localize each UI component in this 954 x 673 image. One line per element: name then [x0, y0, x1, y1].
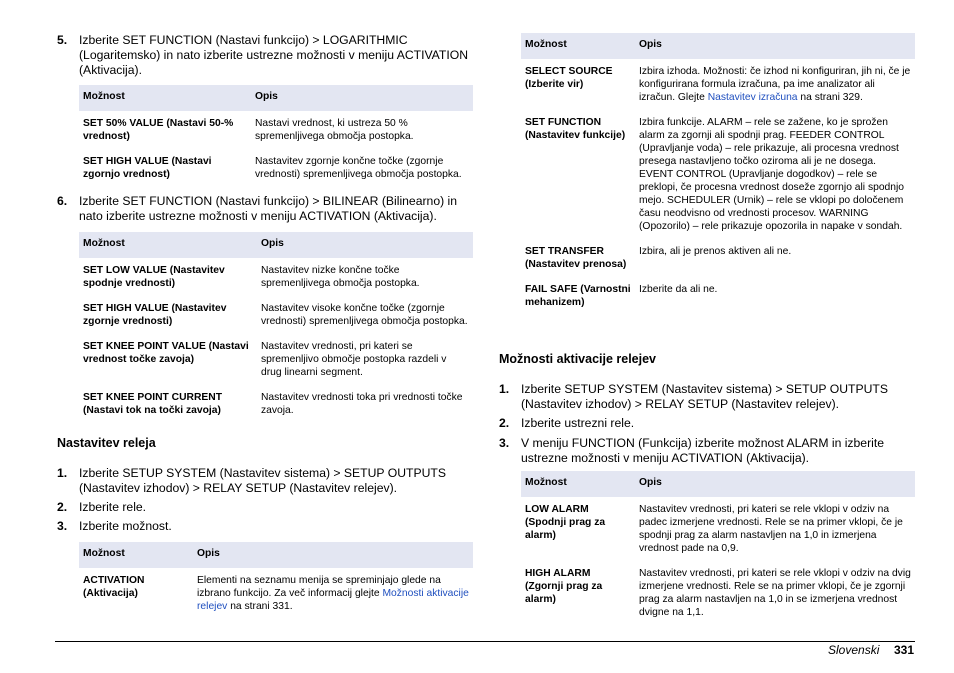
- step-number: 1.: [499, 382, 510, 396]
- option-description: [635, 59, 915, 110]
- footer-divider: [55, 641, 915, 642]
- table-row: [79, 111, 473, 149]
- step-number: 1.: [57, 466, 68, 480]
- table-row: [521, 239, 915, 277]
- description-text: Izbira izhoda. Možnosti: če izhod ni konfiguriran, jih ni, če je konfigurirana formula izračuna, pa ime analizator ali izračun. Glejte: [639, 66, 911, 103]
- option-name: HIGH ALARM (Zgornji prag za alarm): [525, 568, 603, 605]
- table-row: [79, 258, 473, 296]
- column-header-description: Opis: [635, 33, 915, 59]
- description-text: na strani 331.: [227, 601, 293, 612]
- step-number: 5.: [57, 33, 68, 47]
- option-name: SET 50% VALUE (Nastavi 50-% vrednost): [83, 118, 234, 142]
- table-row: [79, 296, 473, 334]
- option-name: ACTIVATION (Aktivacija): [83, 575, 145, 599]
- option-description: Nastavitev vrednosti, pri kateri se rele vklopi v odziv na padec izmerjene vrednosti. Rele se na primer vklopi, če je spodnji prag za alarm nastavljen na 1,0 in izmerjena vrednost pade na 0,9.: [639, 504, 903, 554]
- option-name: SET LOW VALUE (Nastavitev spodnje vrednosti): [83, 265, 225, 289]
- table-row: [521, 561, 915, 625]
- option-description: Nastavitev zgornje končne točke (zgornje vrednosti) spremenljivega območja postopka.: [255, 156, 462, 180]
- column-header-option: Možnost: [79, 85, 251, 111]
- option-name: SET KNEE POINT CURRENT (Nastavi tok na točki zavoja): [83, 392, 223, 416]
- step-number: 3.: [57, 519, 68, 533]
- table-row: [521, 497, 915, 561]
- table-row: [521, 59, 915, 110]
- option-description: Nastavi vrednost, ki ustreza 50 % spremenljivega območja postopka.: [255, 118, 414, 142]
- option-description: [193, 568, 473, 619]
- step-number: 2.: [499, 416, 510, 430]
- step-text: Izberite SET FUNCTION (Nastavi funkcijo) > BILINEAR (Bilinearno) in nato izberite ustrezne možnosti v meniju ACTIVATION (Aktivacija).: [79, 194, 458, 223]
- step-text: Izberite ustrezni rele.: [521, 416, 635, 430]
- option-description: Nastavitev vrednosti toka pri vrednosti točke zavoja.: [261, 392, 463, 416]
- option-description: Nastavitev vrednosti, pri kateri se rele vklopi v odziv na dvig izmerjene vrednosti. Rele se na primer vklopi, če je zgornji prag za alarm nastavljen na 1,0 in se izmerjena vrednost dvigne na 1,1.: [639, 568, 911, 618]
- table-row: [521, 277, 915, 315]
- column-header-description: Opis: [193, 542, 473, 568]
- option-name: SET HIGH VALUE (Nastavi zgornjo vrednost): [83, 156, 212, 180]
- column-header-option: Možnost: [521, 471, 635, 497]
- step-number: 3.: [499, 436, 510, 450]
- logarithmic-options-table: [79, 85, 473, 187]
- step-text: Izberite rele.: [79, 500, 147, 514]
- step-text: V meniju FUNCTION (Funkcija) izberite možnost ALARM in izberite ustrezne možnosti v meniju ACTIVATION (Aktivacija).: [521, 436, 885, 465]
- step-text: Izberite SETUP SYSTEM (Nastavitev sistema) > SETUP OUTPUTS (Nastavitev izhodov) > RELAY SETUP (Nastavitev relejev).: [521, 382, 888, 411]
- activation-options-link[interactable]: Možnosti aktivacije relejev: [197, 588, 469, 612]
- step-number: 2.: [57, 500, 68, 514]
- column-header-description: Opis: [257, 232, 473, 258]
- table-row: [521, 110, 915, 239]
- bilinear-options-table: [79, 232, 473, 423]
- table-row: [79, 568, 473, 619]
- column-header-option: Možnost: [79, 542, 193, 568]
- option-name: FAIL SAFE (Varnostni mehanizem): [525, 284, 631, 308]
- step-text: Izberite možnost.: [79, 519, 172, 533]
- step-number: 6.: [57, 194, 68, 208]
- option-description: Izbira funkcije. ALARM – rele se zažene, ko je sprožen alarm za zgornji ali spodnji prag. FEEDER CONTROL (Upravljanje voda) – rele prikazuje, ali procesna vrednost presega nastavljeno točko oziroma ali je ne dosega. EVENT CONTROL (Upravljanje dogodkov) – rele se preklopi, če procesna vrednost doseže zgornjo ali spodnjo mejo. SCHEDULER (Urnik) – rele se vklopi po določenem času neodvisno od vrednosti procesov. WARNING (Opozorilo) – rele prikazuje opozorila in napake v sondah.: [639, 117, 905, 232]
- section-heading-relay-setup: Nastavitev releja: [57, 436, 156, 450]
- table-row: [79, 334, 473, 385]
- option-description: Izbira, ali je prenos aktiven ali ne.: [639, 246, 792, 257]
- alarm-options-table: [521, 471, 915, 625]
- option-description: Nastavitev nizke končne točke spremenljivega območja postopka.: [261, 265, 420, 289]
- option-description: Nastavitev vrednosti, pri kateri se spremenljivo območje postopka razdeli v drug linearni segment.: [261, 341, 447, 378]
- section-heading-activation-options: Možnosti aktivacije relejev: [499, 352, 657, 366]
- column-header-option: Možnost: [79, 232, 257, 258]
- page-number: 331: [894, 643, 915, 657]
- column-header-description: Opis: [635, 471, 915, 497]
- footer-language: Slovenski: [828, 643, 880, 657]
- option-name: LOW ALARM (Spodnji prag za alarm): [525, 504, 606, 541]
- table-row: [79, 385, 473, 423]
- step-text: Izberite SETUP SYSTEM (Nastavitev sistema) > SETUP OUTPUTS (Nastavitev izhodov) > RELAY SETUP (Nastavitev relejev).: [79, 466, 446, 495]
- option-name: SET KNEE POINT VALUE (Nastavi vrednost točke zavoja): [83, 341, 249, 365]
- option-name: SELECT SOURCE (Izberite vir): [525, 66, 613, 90]
- option-name: SET TRANSFER (Nastavitev prenosa): [525, 246, 627, 270]
- relay-settings-table: [521, 33, 915, 315]
- option-name: SET HIGH VALUE (Nastavitev zgornje vrednosti): [83, 303, 227, 327]
- calculation-setup-link[interactable]: Nastavitev izračuna: [707, 92, 798, 103]
- column-header-description: Opis: [251, 85, 473, 111]
- description-text: Elementi na seznamu menija se spreminjajo glede na izbrano funkcijo. Za več informacij glejte: [197, 575, 441, 599]
- option-description: Nastavitev visoke končne točke (zgornje vrednosti) spremenljivega območja postopka.: [261, 303, 468, 327]
- step-text: Izberite SET FUNCTION (Nastavi funkcijo) > LOGARITHMIC (Logaritemsko) in nato izberite ustrezne možnosti v meniju ACTIVATION (Aktivacija).: [79, 33, 469, 77]
- column-header-option: Možnost: [521, 33, 635, 59]
- table-row: [79, 149, 473, 187]
- option-description: Izberite da ali ne.: [639, 284, 718, 295]
- description-text: na strani 329.: [797, 92, 863, 103]
- option-name: SET FUNCTION (Nastavitev funkcije): [525, 117, 626, 141]
- relay-options-table: [79, 542, 473, 619]
